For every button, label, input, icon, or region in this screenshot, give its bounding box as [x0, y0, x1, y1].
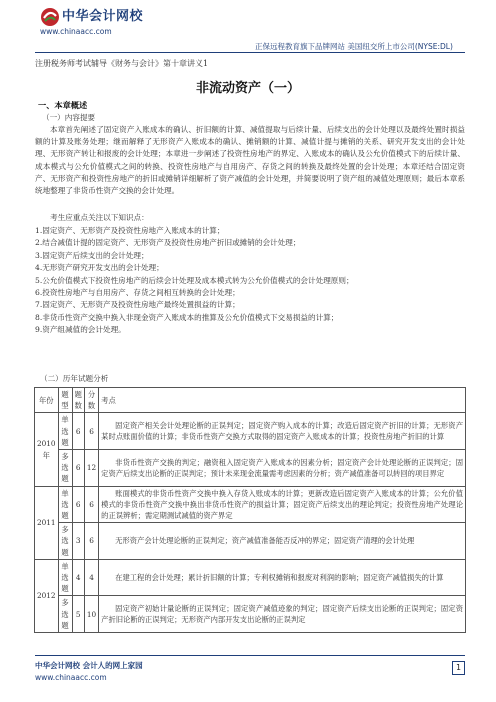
intro-paragraph: 本章首先阐述了固定资产入账成本的确认、折旧额的计算、减值提取与后续计量、后续支出的会计处理以及最终处置时损益额的计算及账务处理；继而解释了无形资产入账成本的确认、摊销额的计算、减值计提与摊销的关系、研究开发支出的会计处理、无形资产转让和报废的会计处理；本章进一步阐述了投资性房地产的界定、入账成本的确认及公允价值模式下的后续计量、成本模式与公允价值模式之间的转换、投资性房地产与自用房产、存货之间的转换及最终处置的会计处理；本章还结合固定资产、无形资产和投资性房地产的折旧或摊销详细解析了资产减值的会计处理，并简要说明了资产组的减值处理原则；最后本章系统地整理了非货币性资产交换的会计处理。 — [35, 125, 465, 196]
count-cell: 6 — [72, 450, 84, 487]
list-item: 6.投资性房地产与自用房产、存货之间相互转换的会计处理； — [35, 288, 240, 298]
exam-analysis-table — [34, 387, 466, 633]
list-item: 2.结合减值计提的固定资产、无形资产及投资性房地产折旧或摊销的会计处理； — [35, 238, 301, 248]
list-item: 9.资产组减值的会计处理。 — [35, 325, 126, 335]
page-number: 1 — [452, 661, 465, 675]
header-cell-score: 分数 — [84, 388, 98, 413]
type-cell: 多选题 — [58, 450, 72, 487]
header-slogan: 正保远程教育旗下品牌网站 美国纽交所上市公司(NYSE:DL) — [255, 42, 453, 51]
header-cell-type: 题型 — [58, 388, 72, 413]
page-header — [0, 0, 496, 52]
year-cell: 2011 — [35, 486, 59, 559]
breadcrumb: 注册税务师考试辅导《财务与会计》第十章讲义1 — [35, 59, 209, 68]
subsection-heading: （一）内容提要 — [42, 113, 96, 122]
list-item: 3.固定资产后续支出的会计处理； — [35, 250, 149, 260]
header-cell-year: 年份 — [35, 388, 59, 413]
header-cell-topics: 考点 — [99, 388, 466, 413]
header-divider — [35, 52, 465, 53]
table-row — [35, 413, 466, 450]
count-cell: 3 — [72, 523, 84, 560]
topics-cell: 固定资产相关会计处理论断的正误判定；固定资产购入成本的计算；改造后固定资产折旧的计算；无形资产某时点账面价值的计算；非货币性资产交换方式取得的固定资产入账成本的计算；投资性房地产折旧的计算 — [99, 413, 466, 450]
type-cell: 多选题 — [58, 596, 72, 633]
table-row — [35, 486, 466, 523]
score-cell: 6 — [84, 486, 98, 523]
score-cell: 6 — [84, 523, 98, 560]
count-cell: 6 — [72, 413, 84, 450]
type-cell: 单选题 — [58, 486, 72, 523]
list-item: 1.固定资产、无形资产及投资性房地产入账成本的计算； — [35, 226, 225, 235]
list-item: 7.固定资产、无形资产及投资性房地产最终处置损益的计算； — [35, 300, 240, 310]
table-row — [35, 450, 466, 487]
list-item: 8.非货币性资产交换中换入非现金资产入账成本的推算及公允价值模式下交易损益的计算； — [35, 312, 339, 322]
footer-brand: 中华会计网校 会计人的网上家园 — [35, 661, 143, 670]
header-cell-count: 题数 — [72, 388, 84, 413]
logo-title: 中华会计网校 — [62, 9, 144, 24]
score-cell: 4 — [84, 559, 98, 596]
type-cell: 多选题 — [58, 523, 72, 560]
page-title: 非流动资产（一） — [195, 81, 300, 96]
topics-cell: 账面模式的非货币性资产交换中换入存货入账成本的计算；更新改造后固定资产入账成本的计算；公允价值模式的非货币性资产交换中换出非货币性资产的损益计算；固定资产后续支出的理论判定；投资性房地产处理论的正误辨析；需定期测试减值的资产界定 — [99, 486, 466, 523]
logo-icon — [40, 7, 60, 27]
list-item: 4.无形资产研究开发支出的会计处理； — [35, 263, 164, 273]
table-header-row — [35, 388, 466, 413]
topics-cell: 无形资产会计处理论断的正误判定；资产减值准备能否反冲的界定；固定资产清理的会计处理 — [99, 523, 466, 560]
subsection-heading: （二）历年试题分析 — [40, 374, 109, 383]
year-cell: 2010年 — [35, 413, 59, 486]
table-row — [35, 596, 466, 633]
logo-url[interactable]: www.chinaacc.com — [40, 27, 112, 36]
table-row — [35, 559, 466, 596]
section-heading: 一、本章概述 — [38, 100, 88, 110]
count-cell: 5 — [72, 596, 84, 633]
score-cell: 6 — [84, 413, 98, 450]
footer-divider — [35, 655, 465, 656]
count-cell: 6 — [72, 486, 84, 523]
type-cell: 单选题 — [58, 413, 72, 450]
topics-cell: 固定资产初始计量论断的正误判定；固定资产减值迹象的判定；固定资产后续支出论断的正误判定；固定资产折旧论断的正误判定；无形资产内部开发支出论断的正误判定 — [99, 596, 466, 633]
type-cell: 单选题 — [58, 559, 72, 596]
footer-url[interactable]: www.chinaacc.com — [35, 673, 107, 682]
topics-cell: 在建工程的会计处理；累计折旧额的计算；专利权摊销和报废对利润的影响；固定资产减值损失的计算 — [99, 559, 466, 596]
score-cell: 12 — [84, 450, 98, 487]
topics-cell: 非货币性资产交换的判定；融资租入固定资产入账成本的因素分析；固定资产会计处理论断的正误判定；固定资产后续支出论断的正误判定；预计未来现金流量需考虑因素的分析；资产减值准备可以转回的项目界定 — [99, 450, 466, 487]
key-points-list — [35, 225, 465, 337]
year-cell: 2012 — [35, 559, 59, 632]
count-cell: 4 — [72, 559, 84, 596]
table-row — [35, 523, 466, 560]
list-item: 5.公允价值模式下投资性房地产的后续会计处理及成本模式转为公允价值模式的会计处理原则； — [35, 275, 354, 285]
score-cell: 10 — [84, 596, 98, 633]
key-points-intro: 考生应重点关注以下知识点： — [50, 213, 149, 222]
